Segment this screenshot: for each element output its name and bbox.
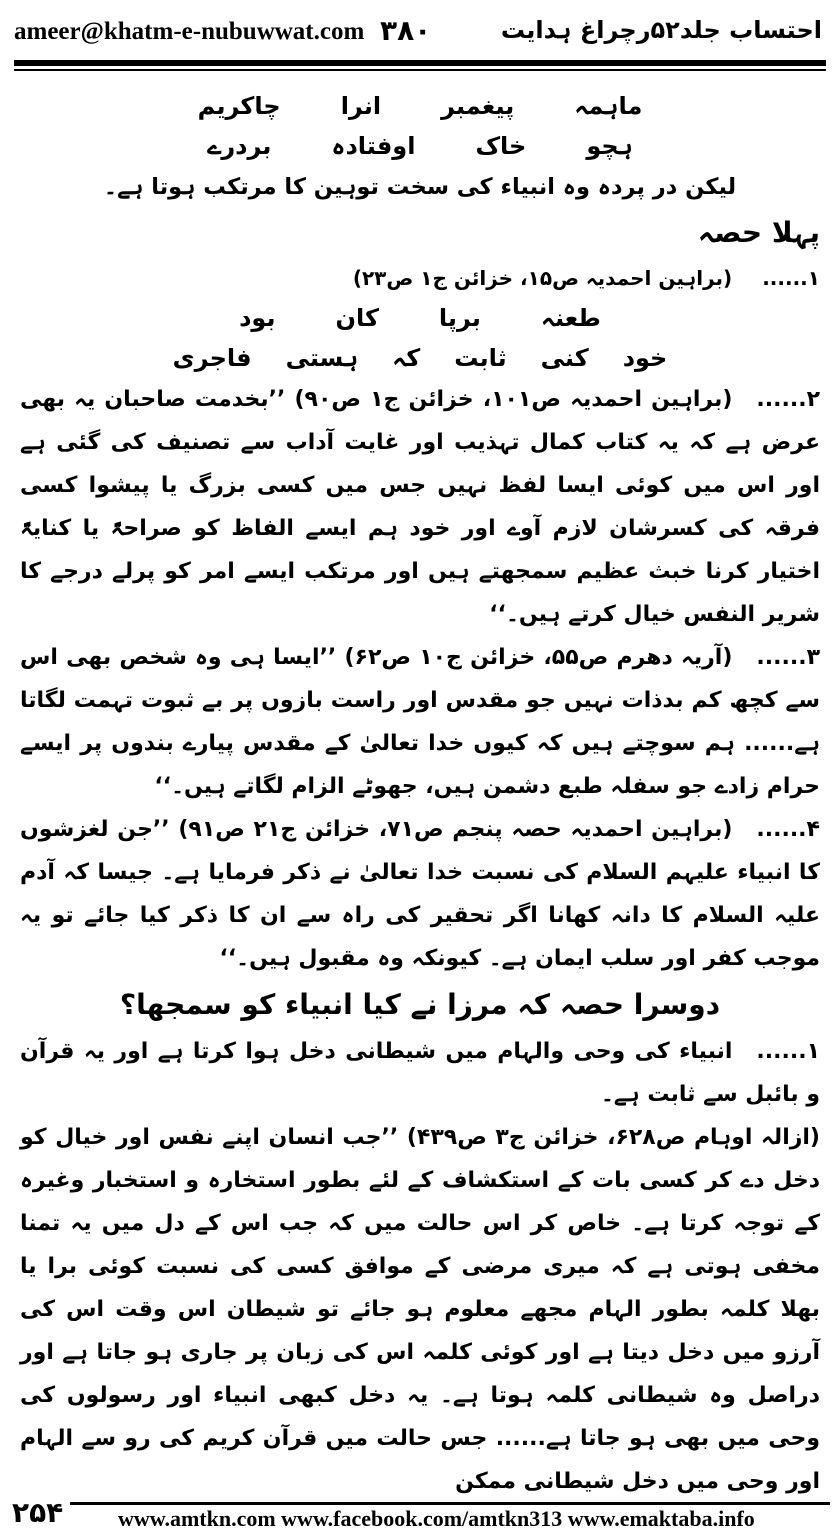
item-number: ۲...... <box>756 387 820 412</box>
verse-word: ماہمہ <box>574 92 643 120</box>
page-header <box>0 0 840 70</box>
verse-word: ہچو <box>586 132 633 160</box>
verse-word: چاکریم <box>197 92 281 120</box>
reference-text: (براہین احمدیہ ص۱۵، خزائن ج۱ ص۲۳) <box>352 266 733 290</box>
section-heading-2: دوسرا حصہ کہ مرزا نے کیا انبیاء کو سمجھا؟ <box>119 988 721 1021</box>
paragraph-text: (براہین احمدیہ حصہ پنجم ص۷۱، خزائن ج۲۱ ص۹۱) ’’جن لغزشوں کا انبیاء علیہم السلام کی نسبت خدا تعالیٰ نے ذکر فرمایا ہے۔ جیسا کہ آدم علیہ السلام کا دانہ کھانا اگر تحقیر کی راہ سے ان کا ذکر کیا جائے تو یہ موجب کفر اور سلب ایمان ہے۔ کیونکہ وہ مقبول ہیں۔‘‘ <box>20 817 820 971</box>
verse-word: کنی <box>540 344 589 372</box>
item-number: ۳...... <box>756 645 820 670</box>
footer-links: www.amtkn.com www.facebook.com/amtkn313 www.emaktaba.info <box>118 1506 755 1531</box>
verse-word: خاک <box>475 132 527 160</box>
verse-word: اوفتادہ <box>331 132 416 160</box>
paragraph-text: (براہین احمدیہ ص۱۰۱، خزائن ج۱ ص۹۰) ’’بخدمت صاحبان یہ بھی عرض ہے کہ یہ کتاب کمال تہذیب اور غایت آداب سے تصنیف کی گئی ہے اور اس میں کوئی ایسا لفظ نہیں جس میں کسی بزرگ یا پیشوا کسی فرقہ کی کسرشان لازم آوے اور خود ہم ایسے الفاظ کو صراحۃً یا کنایۃً اختیار کرنا خبث عظیم سمجھتے ہیں اور مرتکب ایسے امر کو پرلے درجے کا شریر النفس خیال کرتے ہیں۔‘‘ <box>20 387 820 627</box>
paragraph-6 <box>20 1116 820 1503</box>
verse-2-row-2 <box>20 338 820 378</box>
verse-word: پیغمبر <box>441 92 515 120</box>
paragraph-5 <box>20 1030 820 1116</box>
footer-rule <box>70 1502 830 1505</box>
header-title: احتساب جلد۵۲رچراغ ہدایت <box>500 16 822 44</box>
verse-word: برپا <box>438 304 481 332</box>
item-number: ۴...... <box>756 817 820 842</box>
header-rule-thick <box>14 60 826 66</box>
section-heading-1: پہلا حصہ <box>697 216 820 249</box>
paragraph-4 <box>20 808 820 980</box>
item-number: ۱...... <box>756 1039 820 1064</box>
verse-word: طعنہ <box>540 304 601 332</box>
header-page-number: ۳۸۰ <box>380 14 432 47</box>
verse-word: کہ <box>392 344 421 372</box>
paragraph-2 <box>20 378 820 636</box>
verse-1-row-1 <box>20 86 820 126</box>
paragraph-text: انبیاء کی وحی والہام میں شیطانی دخل ہوا کرتا ہے اور یہ قرآن و بائبل سے ثابت ہے۔ <box>20 1039 820 1107</box>
header-email: ameer@khatm-e-nubuwwat.com <box>14 18 365 45</box>
verse-word: انرا <box>340 92 382 120</box>
footer-page-number: ۲۵۴ <box>12 1496 64 1529</box>
header-rule-thin <box>14 69 826 71</box>
verse-word: فاجری <box>172 344 252 372</box>
item-number: ۱...... <box>762 266 820 290</box>
verse-word: خود <box>622 344 668 372</box>
verse-word: بود <box>239 304 276 332</box>
paragraph-text: (آریہ دھرم ص۵۵، خزائن ج۱۰ ص۶۲) ’’ایسا ہی وہ شخص بھی اس سے کچھ کم بدذات نہیں جو مقدس اور راست بازوں پر بے ثبوت تہمت لگاتا ہے...... ہم سوچتے ہیں کہ کیوں خدا تعالیٰ کے مقدس پیارے بندوں پر ایسے حرام زادے جو سفلہ طبع دشمن ہیں، جھوٹے الزام لگاتے ہیں۔‘‘ <box>20 645 820 799</box>
verse-word: بردرے <box>207 132 272 160</box>
verse-word: کان <box>335 304 379 332</box>
paragraph-3 <box>20 636 820 808</box>
verse-2-row-1 <box>20 298 820 338</box>
reference-1 <box>20 258 820 298</box>
text-line: لیکن در پردہ وہ انبیاء کی سخت توہین کا مرتکب ہوتا ہے۔ <box>103 174 737 200</box>
verse-1-row-2 <box>20 126 820 166</box>
page-footer <box>0 1492 840 1540</box>
paragraph-text: (ازالہ اوہام ص۶۲۸، خزائن ج۳ ص۴۳۹) ’’جب انسان اپنے نفس اور خیال کو دخل دے کر کسی بات کے استکشاف کے لئے بطور استخارہ و استخبار وغیرہ کے توجہ کرتا ہے۔ خاص کر اس حالت میں کہ جب اس کے دل میں یہ تمنا مخفی ہوتی ہے کہ میری مرضی کے موافق کسی کی نسبت کوئی برا یا بھلا کلمہ بطور الہام مجھے معلوم ہو جائے تو شیطان اس وقت اس کی آرزو میں دخل دیتا ہے اور کوئی کلمہ اس کی زبان پر جاری ہو جاتا ہے اور دراصل وہ شیطانی کلمہ ہوتا ہے۔ یہ دخل کبھی انبیاء اور رسولوں کی وحی میں بھی ہو جاتا ہے...... جس حالت میں قرآن کریم کی رو سے الہام اور وحی میں دخل شیطانی ممکن <box>20 1125 820 1494</box>
verse-word: ہستی <box>285 344 359 372</box>
verse-word: ثابت <box>454 344 507 372</box>
page-content <box>20 86 820 1494</box>
